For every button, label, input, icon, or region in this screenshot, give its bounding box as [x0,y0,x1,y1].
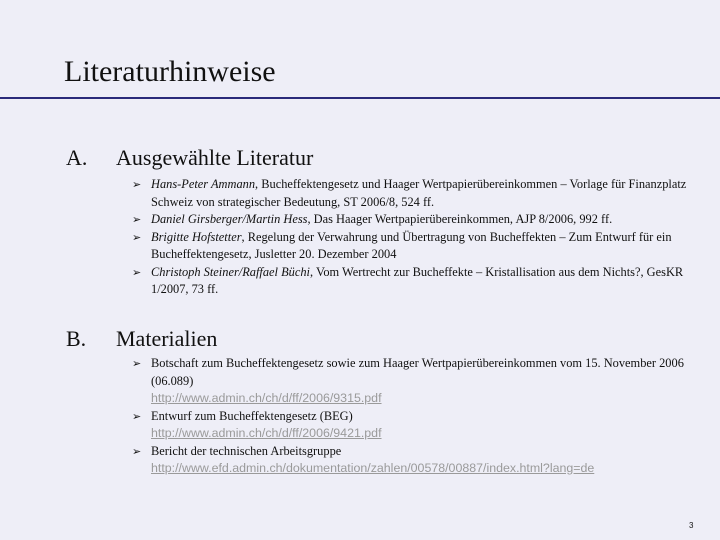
materials-item [132,355,692,408]
section-a-heading [0,143,720,173]
materials-link[interactable]: http://www.admin.ch/ch/d/ff/2006/9421.pdf [151,426,382,440]
title-divider [0,97,720,99]
slide-title: Literaturhinweise [64,55,276,88]
literature-list [132,176,692,299]
materials-text: Entwurf zum Bucheffektengesetz (BEG) [151,408,353,423]
literature-author: Christoph Steiner/Raffael Büchi [151,264,310,279]
arrow-bullet-icon: ➢ [132,444,142,458]
literature-text: , Das Haager Wertpapierübereinkommen, AJP 8/2006, 992 ff. [307,212,613,226]
materials-item [132,408,692,443]
materials-list [132,355,692,478]
arrow-bullet-icon: ➢ [132,213,142,226]
literature-author: Hans-Peter Ammann [151,177,256,191]
literature-text: , Regelung der Verwahrung und Übertragung von Bucheffekten – Zum Entwurf für ein Bucheffektengesetz, Jusletter 20. Dezember 2004 [151,229,672,261]
literature-text: , Bucheffektengesetz und Haager Wertpapierübereinkommen – Vorlage für Finanzplatz Schweiz von strategischer Bedeutung, ST 2006/8, 524 ff. [151,177,687,209]
materials-text: Botschaft zum Bucheffektengesetz sowie zum Haager Wertpapierübereinkommen vom 15. November 2006 (06.089) [151,356,684,388]
section-a-title: Ausgewählte Literatur [116,145,314,170]
materials-link[interactable]: http://www.efd.admin.ch/dokumentation/zahlen/00578/00887/index.html?lang=de [151,461,595,475]
literature-author: Brigitte Hofstetter [151,229,242,244]
literature-item [132,176,692,211]
literature-author: Daniel Girsberger/Martin Hess [151,212,308,226]
literature-item [132,264,692,299]
arrow-bullet-icon: ➢ [132,178,142,191]
literature-item [132,211,692,229]
section-a-letter: A. [66,145,88,170]
arrow-bullet-icon: ➢ [132,409,142,423]
page-number: 3 [689,521,694,530]
literature-item [132,229,692,264]
arrow-bullet-icon: ➢ [132,265,142,279]
materials-link[interactable]: http://www.admin.ch/ch/d/ff/2006/9315.pdf [151,391,382,405]
section-b-title: Materialien [116,326,218,351]
materials-text: Bericht der technischen Arbeitsgruppe [151,443,342,458]
arrow-bullet-icon: ➢ [132,357,142,370]
arrow-bullet-icon: ➢ [132,230,142,244]
section-b-heading [0,324,720,354]
literature-text: , Vom Wertrecht zur Bucheffekte – Kristallisation aus dem Nichts?, GesKR 1/2007, 73 ff. [151,264,684,296]
section-b-letter: B. [66,326,87,351]
materials-item [132,443,692,478]
